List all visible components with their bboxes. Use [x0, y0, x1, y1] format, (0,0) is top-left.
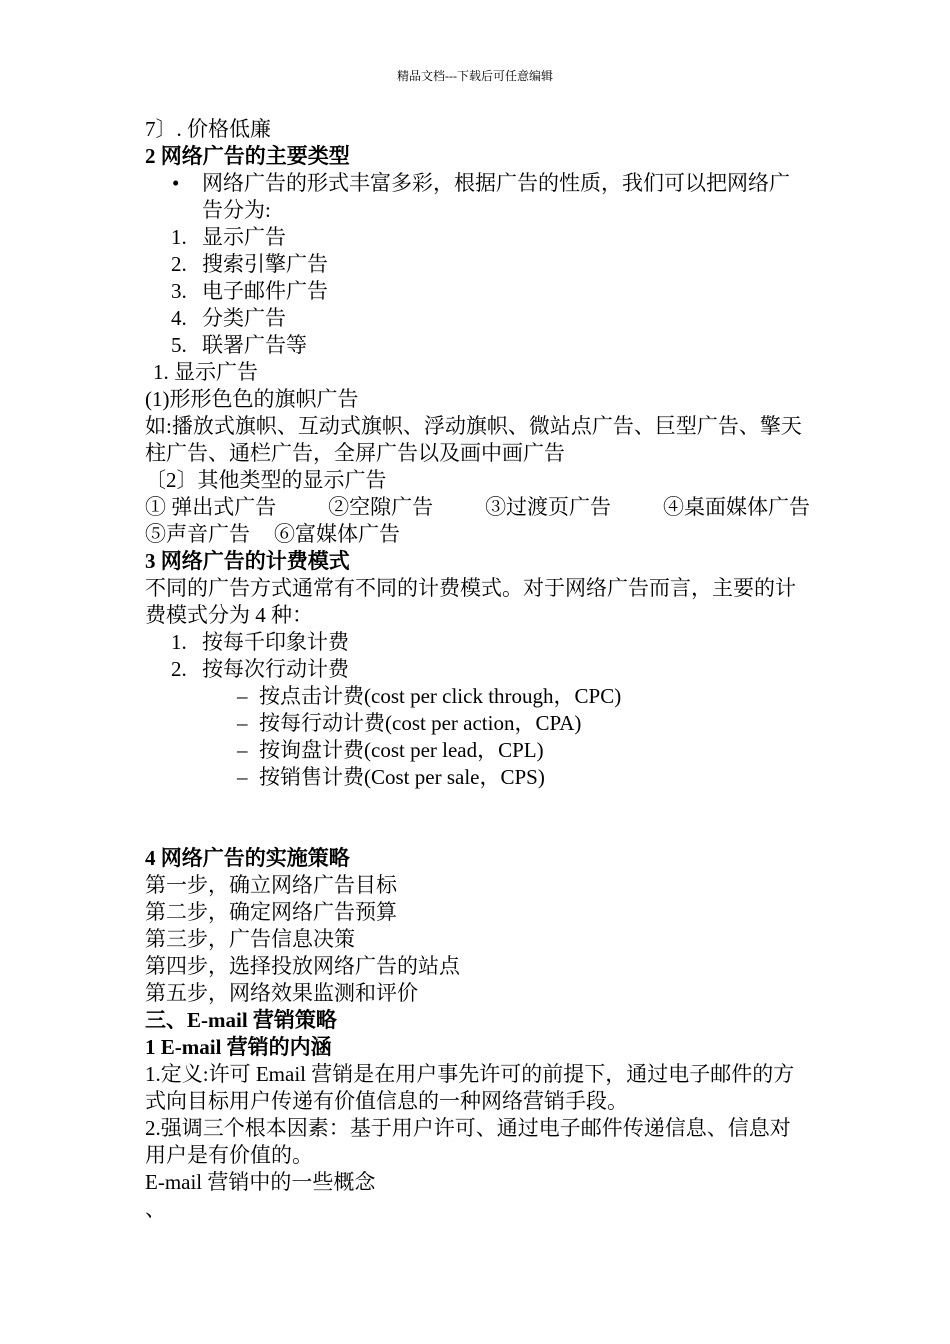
list-item: [145, 251, 810, 278]
step-line: 第三步，广告信息决策: [145, 927, 355, 951]
list-text: 联署广告等: [202, 333, 307, 357]
list-number: 1.: [171, 225, 187, 249]
banner-ad-title: (1)形形色色的旗帜广告: [145, 387, 359, 411]
section4-heading: 4 网络广告的实施策略: [145, 846, 350, 870]
bullet-mark: •: [172, 171, 180, 195]
section3-heading: 3 网络广告的计费模式: [145, 549, 350, 573]
other-display-title: 〔2〕其他类型的显示广告: [145, 468, 387, 492]
step-line: 第五步，网络效果监测和评价: [145, 981, 418, 1005]
sub-list-item: [145, 737, 810, 764]
ad-type: ④桌面媒体广告: [662, 495, 810, 519]
sub-list-item: [145, 710, 810, 737]
step-line: 第四步，选择投放网络广告的站点: [145, 954, 460, 978]
list-number: 2.: [171, 657, 187, 681]
step-line: 第一步，确立网络广告目标: [145, 873, 397, 897]
blank-space: [145, 791, 810, 845]
other-types-row: [145, 494, 810, 521]
list-item: [145, 332, 810, 359]
sub-list-item: [145, 764, 810, 791]
list-number: 4.: [171, 306, 187, 330]
email-concepts: E-mail 营销中的一些概念: [145, 1170, 376, 1194]
email-factors: 2.强调三个根本因素：基于用户许可、通过电子邮件传递信息、信息对用户是有价值的。: [145, 1116, 791, 1167]
list-text: 按每千印象计费: [202, 630, 349, 654]
list-number: 2.: [171, 252, 187, 276]
step-line: 第二步，确定网络广告预算: [145, 900, 397, 924]
sub-list-text: 按每行动计费(cost per action，CPA): [259, 711, 582, 735]
bullet-text: 网络广告的形式丰富多彩，根据广告的性质，我们可以把网络广告分为:: [202, 171, 790, 222]
list-number: 5.: [171, 333, 187, 357]
dash-mark: –: [237, 738, 248, 762]
list-text: 分类广告: [202, 306, 286, 330]
list-text: 显示广告: [202, 225, 286, 249]
list-item: [145, 305, 810, 332]
list-item: [145, 629, 810, 656]
ad-type: ②空隙广告: [328, 495, 434, 519]
ad-type: ⑤声音广告: [145, 522, 250, 546]
trailing-mark: 、: [145, 1197, 166, 1221]
dash-mark: –: [237, 684, 248, 708]
dash-mark: –: [237, 711, 248, 735]
ad-type: ① 弹出式广告: [145, 495, 277, 519]
list-text: 搜索引擎广告: [202, 252, 328, 276]
section2-heading: 2 网络广告的主要类型: [145, 144, 350, 168]
sub-list-item: [145, 683, 810, 710]
list-number: 3.: [171, 279, 187, 303]
email-definition: 1.定义:许可 Email 营销是在用户事先许可的前提下，通过电子邮件的方式向目标用户传递有价值信息的一种网络营销手段。: [145, 1062, 795, 1113]
list-text: 电子邮件广告: [202, 279, 328, 303]
list-number: 1.: [171, 630, 187, 654]
other-types-row: [145, 521, 810, 548]
sub-list-text: 按点击计费(cost per click through，CPC): [259, 684, 622, 708]
section3-text: 不同的广告方式通常有不同的计费模式。对于网络广告而言，主要的计费模式分为 4 种：: [145, 576, 796, 627]
list-text: 按每次行动计费: [202, 657, 349, 681]
email-sub-heading: 1 E-mail 营销的内涵: [145, 1035, 332, 1059]
banner-ad-text: 如:播放式旗帜、互动式旗帜、浮动旗帜、微站点广告、巨型广告、擎天柱广告、通栏广告，全屏广告以及画中画广告: [145, 414, 802, 465]
ad-type: ③过渡页广告: [485, 495, 612, 519]
document-body: [145, 116, 810, 1223]
display-ad-title: 1. 显示广告: [153, 360, 258, 384]
ad-type: ⑥富媒体广告: [274, 522, 400, 546]
list-item: [145, 224, 810, 251]
sub-list-text: 按销售计费(Cost per sale，CPS): [259, 765, 545, 789]
dash-mark: –: [237, 765, 248, 789]
list-item: [145, 278, 810, 305]
sub-list-text: 按询盘计费(cost per lead，CPL): [259, 738, 544, 762]
page-header: 精品文档---下载后可任意编辑: [397, 69, 553, 83]
email-section-heading: 三、E-mail 营销策略: [145, 1008, 337, 1032]
intro-line: 7〕. 价格低廉: [145, 117, 271, 141]
list-item: [145, 656, 810, 683]
bullet-item: [145, 170, 810, 224]
